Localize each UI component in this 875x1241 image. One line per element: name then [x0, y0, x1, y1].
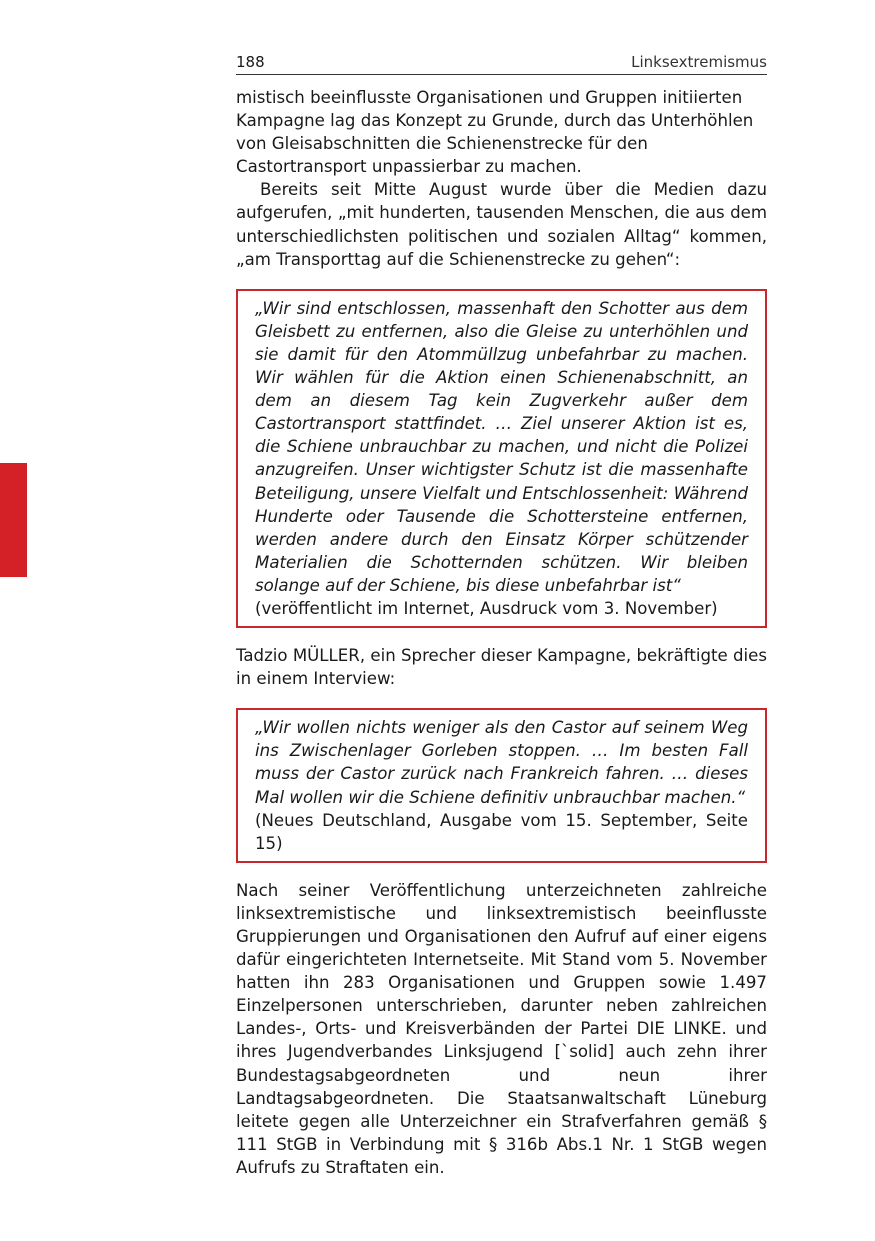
- quote-box-campaign: [236, 289, 767, 628]
- chapter-thumb-tab: [0, 463, 27, 577]
- paragraph-continued: mistisch beeinflusste Organisationen und Gruppen initiierten Kampagne lag das Konzept zu Grunde, durch das Unterhöhlen von Gleisabschnitten die Schienenstrecke für den Castortransport unpassierbar zu machen.: [236, 88, 754, 177]
- quote-campaign-text: „Wir sind entschlossen, massenhaft den Schotter aus dem Gleisbett zu entfernen, also die Gleise zu unterhöhlen und sie damit für den Atommüllzug unbefahrbar zu machen. Wir wählen für die Aktion einen Schienenabschnitt, an dem an diesem Tag kein Zugverkehr außer dem Castortransport stattfindet. … Ziel unserer Aktion ist es, die Schiene unbrauchbar zu machen, und nicht die Polizei anzugreifen. Unser wichtigster Schutz ist die massenhafte Beteiligung, unsere Vielfalt und Entschlossenheit: Während Hunderte oder Tausende die Schottersteine entfernen, werden andere durch den Einsatz Körper schützender Materialien die Schotternden schützen. Wir bleiben solange auf der Schiene, bis diese unbefahrbar ist“: [255, 298, 748, 595]
- page-body: [236, 86, 767, 1179]
- page-number: 188: [236, 53, 265, 71]
- running-title: Linksextremismus: [631, 53, 767, 71]
- quote-box-interview: [236, 708, 767, 863]
- paragraph-call-to-action: Bereits seit Mitte August wurde über die Medien dazu aufgerufen, „mit hunderten, tausenden Menschen, die aus dem unterschiedlichsten politischen und sozialen Alltag“ kommen, „am Transporttag auf die Schienenstrecke zu gehen“:: [236, 180, 767, 269]
- quote-campaign-source: (veröffentlicht im Internet, Ausdruck vom 3. November): [255, 598, 718, 618]
- paragraph-signatories: Nach seiner Veröffentlichung unterzeichneten zahlreiche linksextremistische und linksextremistisch beeinflusste Gruppierungen und Organisationen den Aufruf auf einer eigens dafür eingerichteten Internetseite. Mit Stand vom 5. November hatten ihn 283 Organisationen und Gruppen sowie 1.497 Einzelpersonen unterschrieben, darunter neben zahlreichen Landes-, Orts- und Kreisverbänden der Partei DIE LINKE. und ihres Jugendverbandes Linksjugend [`solid] auch zehn ihrer Bundestagsabgeordneten und neun ihrer Landtagsabgeordneten. Die Staatsanwaltschaft Lüneburg leitete gegen alle Unterzeichner ein Strafverfahren gemäß § 111 StGB in Verbindung mit § 316b Abs.1 Nr. 1 StGB wegen Aufrufs zu Straftaten ein.: [236, 880, 767, 1177]
- paragraph-spokesperson: Tadzio MÜLLER, ein Sprecher dieser Kampagne, bekräftigte dies in einem Interview:: [236, 646, 767, 689]
- quote-interview-source: (Neues Deutschland, Ausgabe vom 15. September, Seite 15): [255, 810, 748, 853]
- page-header: [236, 52, 767, 75]
- quote-interview-text: „Wir wollen nichts weniger als den Castor auf seinem Weg ins Zwischenlager Gorleben stoppen. … Im besten Fall muss der Castor zurück nach Frankreich fahren. … dieses Mal wollen wir die Schiene definitiv unbrauchbar machen.“: [255, 718, 748, 807]
